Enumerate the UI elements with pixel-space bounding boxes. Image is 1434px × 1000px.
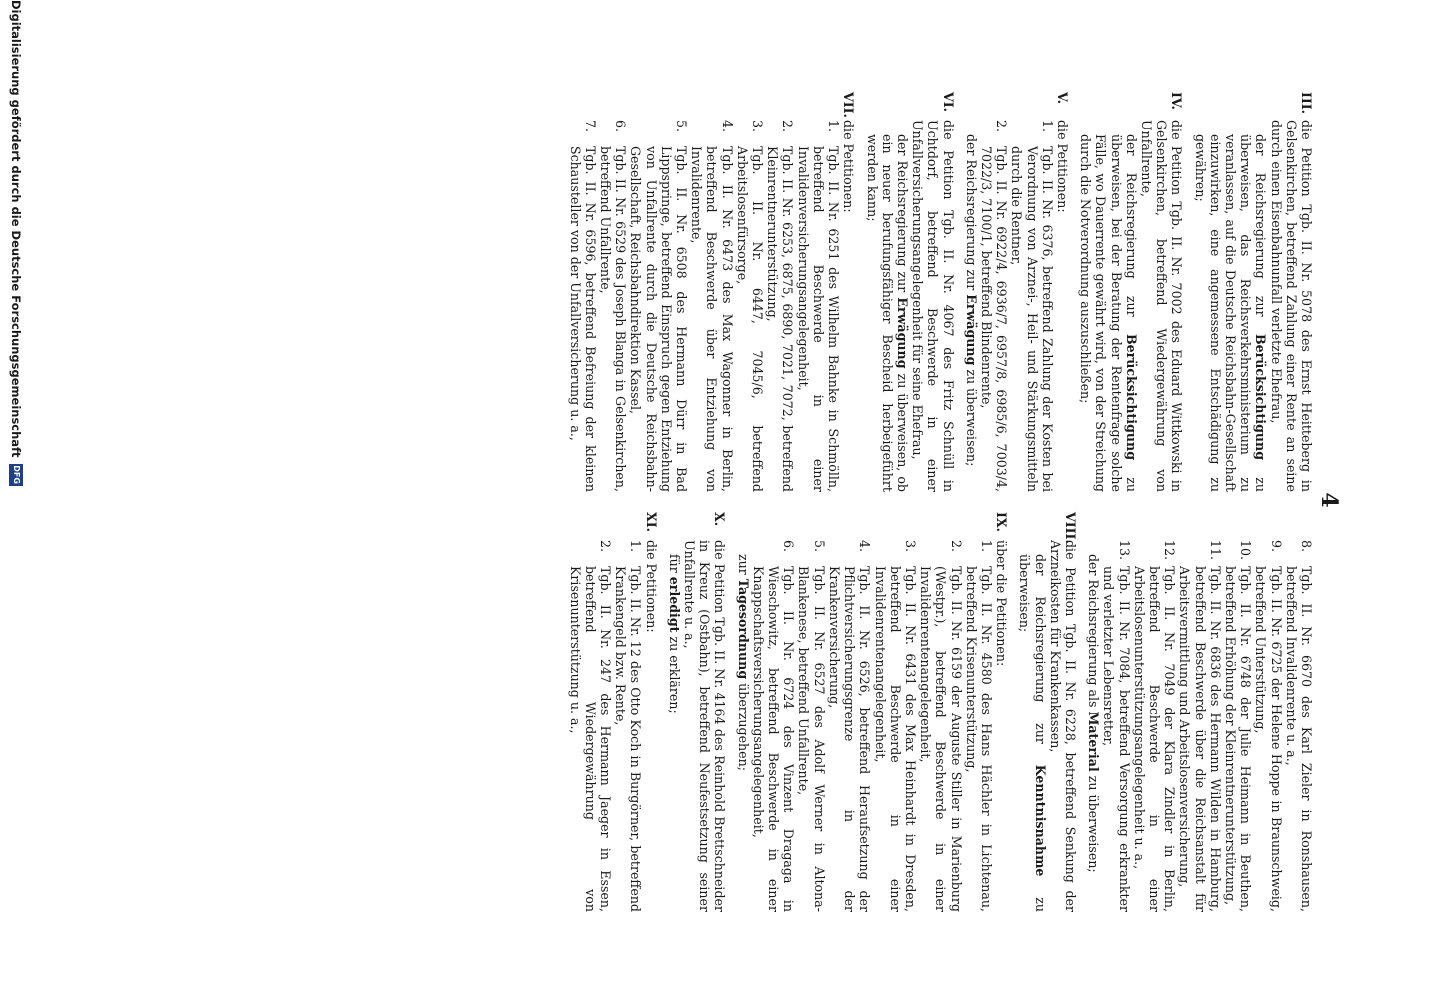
list-item: 7. Tgb. II. Nr. 6596, betreffend Befreiung der kleinen Schausteller von der Unfallversicherung u. a., [567,120,598,492]
list-item: 3. Tgb. II. Nr. 6447, 7045/6, betreffend Arbeitslosenfürsorge, [734,120,766,492]
section-action: der Reichsregierung zur Berücksichtigung zu überweisen, bei der Beratung der Rentenfrage solche Fälle, wo Dauerrente gewährt wird, von der Streichung durch die Notverordnung auszuschließen; [1078,134,1139,492]
dfg-logo-icon: DFG [9,464,23,486]
section-IX [735,512,1009,912]
section-number: VI. [940,92,956,113]
list-item: 1. Tgb. II. Nr. 4580 des Hans Hächler in Lichtenau, betreffend Krisenunterstützung, [963,540,994,912]
list-item: 2. Tgb. II. Nr. 6253, 6875, 6890, 7021, 7072, betreffend Kleinrentnerunterstützung, [765,120,796,492]
list-item: 1. Tgb. II. Nr. 6251 des Wilhelm Bahnke in Schmölln, betreffend Beschwerde in einer Invalidenversicherungsangelegenheit, [795,120,842,492]
section-intro: die Petition Tgb. II. Nr. 4164 des Reinhold Brettschneider in Kreuz (Ostbahn), betreffend Neufestsetzung seiner Unfallrente u. a., [682,540,728,912]
section-VII [567,92,856,492]
section-action: für erledigt zu erklären; [666,554,682,714]
section-intro: die Petition Tgb. II. Nr. 6228, betreffend Senkung der Arzneikosten für Krankenkassen, [1047,540,1078,912]
list-item: 12. Tgb. II. Nr. 7049 der Klara Zindler in Berlin, betreffend Beschwerde in einer Arbeitslosenunterstützungsangelegenheit u. a., [1131,540,1178,912]
digitization-note [8,0,24,990]
list-item: 5. Tgb. II. Nr. 6508 des Hermann Dürr in Bad Lippspringe, betreffend Einspruch gegen Entziehung von Unfallrente durch die Deutsche Reichsbahn-Gesellschaft, Reichsbahndirektion Kassel, [628,120,690,492]
list-item: 8. Tgb. II. Nr. 6670 des Karl Zieler in Ronshausen, betreffend Invalidenrente u. a., [1283,540,1314,912]
list-item: 2. Tgb. II. Nr. 6159 der Auguste Stiller in Marienburg (Westpr.), betreffend Beschwerde in einer Invalidenrentenangelegenheit, [918,540,964,912]
list-item: 6. Tgb. II. Nr. 6724 des Vinzent Dragaga in Wieschowitz, betreffend Beschwerde in einer Knappschaftsversicherungsangelegenheit, [750,540,797,912]
section-number: VII. [841,92,857,118]
digitization-note-text: Digitalisierung gefördert durch die Deutsche Forschungsgemeinschaft [9,0,23,458]
section-III [1192,92,1314,492]
list-item: 9. Tgb. II. Nr. 6725 der Helene Hoppe in Braunschweig, betreffend Unterstützung, [1253,540,1284,912]
list-item: 11. Tgb. II. Nr. 6836 des Hermann Wilden in Hamburg, betreffend Beschwerde über die Reichsanstalt für Arbeitsvermittlung und Arbeitslosenversicherung, [1177,540,1223,912]
section-intro: die Petitionen: [841,120,857,213]
section-intro: die Petition Tgb. II. Nr. 7002 des Eduard Wittkowski in Gelsenkirchen, betreffend Wiedergewährung von Unfallrente, [1138,120,1185,492]
section-V [964,92,1070,492]
section-VI [864,92,955,492]
section-intro: die Petition Tgb. II. Nr. 5078 des Ernst Heitteberg in Gelsenkirchen, betreffend Zahlung einer Rente an seine durch einen Eisenbahnunfall verletzte Ehefrau, [1268,120,1314,492]
section-number: III. [1299,92,1314,115]
section-action: der Reichsregierung zur Kenntnisnahme zu überweisen; [1017,554,1048,912]
section-action: zur Tagesordnung überzugehen; [735,554,751,771]
section-intro: über die Petitionen: [994,540,1010,667]
section-number: VIII. [1062,512,1078,544]
list-item: 3. Tgb. II. Nr. 6431 des Max Heinhardt in Dresden, betreffend Beschwerde in einer Invalidenrentenangelegenheit, [872,540,918,912]
section-intro: die Petition Tgb. II. Nr. 4067 des Fritz Schnüll in Uchtdorf, betreffend Beschwerde in einer Unfallversicherungsangelegenheit für seine Ehefrau, [910,120,956,492]
right-column [559,512,1314,912]
section-number: XI. [643,512,659,533]
section-action: der Reichsregierung als Material zu überweisen; [1086,554,1102,873]
left-column [559,92,1314,492]
section-VIII [1017,512,1078,912]
section-action: der Reichsregierung zur Erwägung zu überweisen, ob ein neuer berufungsfähiger Bescheid herbeigeführt werden kann; [864,134,910,492]
list-item: 5. Tgb. II. Nr. 6527 des Adolf Werner in Altona-Blankenese, betreffend Unfallrente, [796,540,827,912]
list-item: 10. Tgb. II. Nr. 6748 der Julie Heimann in Beuthen, betreffend Erhöhung der Kleinrentnerunterstützung, [1222,540,1254,912]
section-action: der Reichsregierung zur Erwägung zu überweisen; [963,134,979,467]
list-item: 6. Tgb. II. Nr. 6529 des Joseph Blanga in Gelsenkirchen, betreffend Unfallrente, [598,120,629,492]
section-intro: die Petitionen: [1054,120,1070,213]
list-item: 2. Tgb. II. Nr. 6922/4, 6936/7, 6957/8, 6985/6, 7003/4, 7022/3, 7100/1, betreffend Blindenrente, [978,120,1010,492]
section-X [667,512,728,912]
list-item: 4. Tgb. II. Nr. 6526, betreffend Heraufsetzung der Pflichtversicherungsgrenze in der Krankenversicherung, [826,540,873,912]
page-number: 4 [1316,492,1342,508]
section-number: X. [712,512,728,527]
list-item: 1. Tgb. II. Nr. 12 des Otto Koch in Burgörner, betreffend Krankengeld bzw. Rente, [613,540,644,912]
section-number: V. [1054,92,1070,104]
list-item: 2. Tgb. II. Nr. 247 des Hermann Jaeger in Essen, betreffend Wiedergewährung von Krisenunterstützung u. a., [567,540,614,912]
list-item: 1. Tgb. II. Nr. 6376, betreffend Zahlung der Kosten bei Verordnung von Arznei-, Heil- und Stärkungsmitteln durch die Rentner, [1009,120,1055,492]
section-XI [567,512,658,912]
list-item: 13. Tgb. II. Nr. 7084, betreffend Versorgung erkrankter und verletzter Lebensretter, [1101,540,1132,912]
list-item: 4. Tgb. II. Nr. 6473 des Max Wagonner in Berlin, betreffend Beschwerde über Entziehung von Invalidenrente, [689,120,735,492]
section-IV [1078,92,1184,492]
section-VII-continued [1086,512,1314,912]
section-action: der Reichsregierung zur Berücksichtigung zu überweisen, das Reichsverkehrsministerium zu veranlassen, auf die Deutsche Reichsbahn-Gesellschaft einzuwirken, eine angemessene Entschädigung zu gewähren; [1192,134,1269,492]
section-intro: die Petitionen: [643,540,659,633]
section-number: IX. [994,512,1010,533]
section-number: IV. [1169,92,1185,110]
